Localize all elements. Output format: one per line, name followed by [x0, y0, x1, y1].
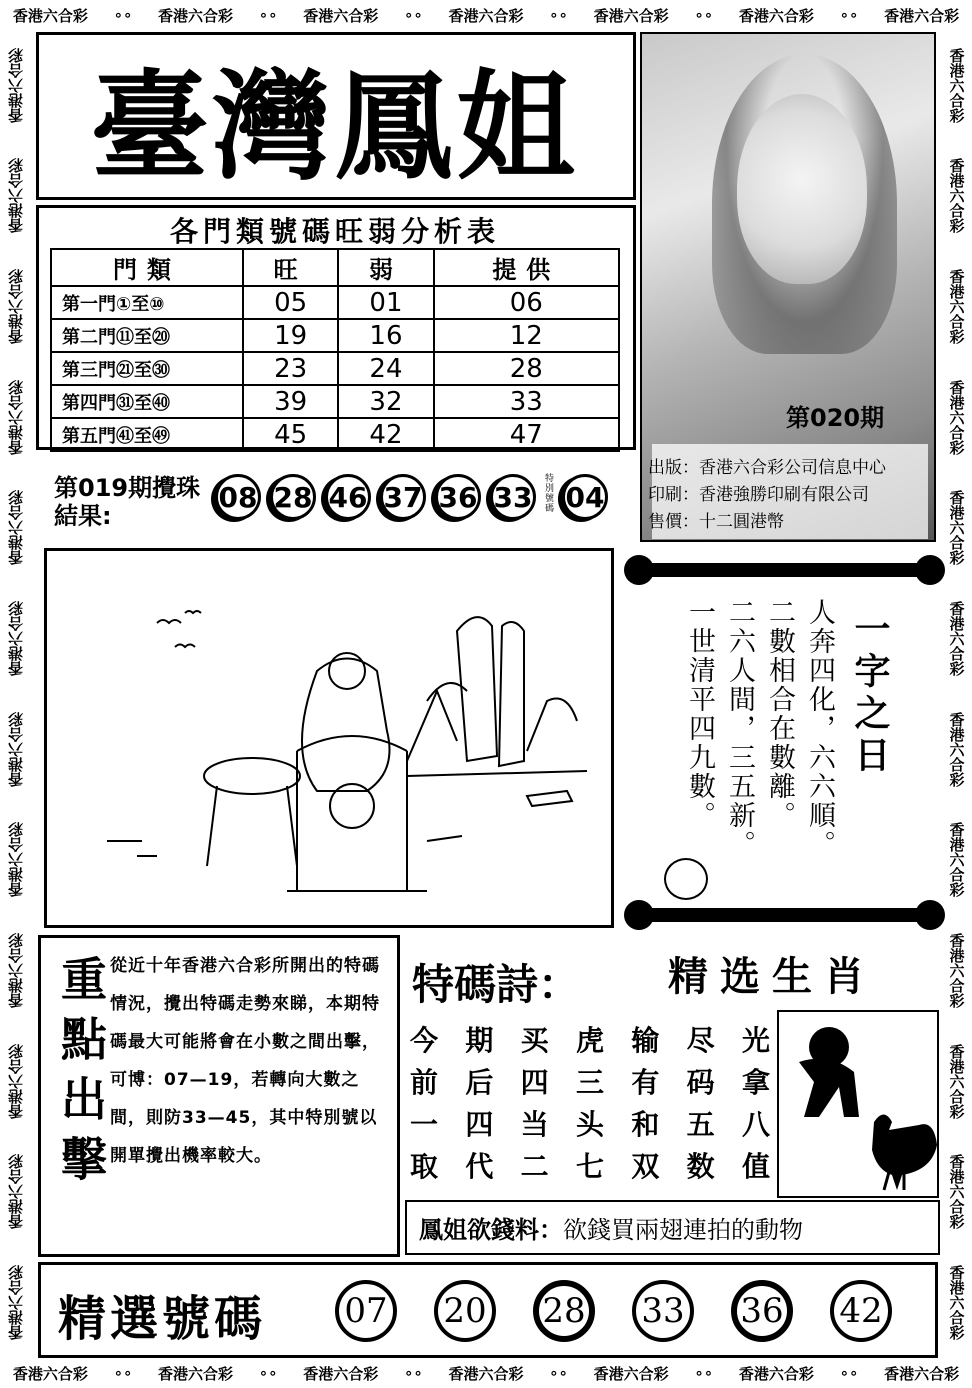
ribbon-text: 香港六合彩: [947, 47, 966, 123]
ribbon-text: 香港六合彩: [947, 1154, 966, 1230]
seal-icon: [664, 858, 708, 900]
ribbon-text: 香港六合彩: [947, 269, 966, 345]
poem-char: 五: [686, 1108, 715, 1141]
weak-cell: 16: [338, 319, 433, 352]
chair-icon: [297, 736, 407, 891]
ribbon-text: 香港六合彩: [6, 158, 25, 234]
ribbon-text: 香港六合彩: [947, 1043, 966, 1119]
door-cell: 第一門①至⑩: [51, 286, 243, 319]
ribbon-separator-icon: ∘∘: [839, 6, 859, 24]
poem-label: 特碼詩：: [412, 960, 581, 1009]
poem-char: 取: [410, 1150, 439, 1183]
money-tip-label: 鳳姐欲錢料：: [419, 1215, 563, 1244]
ribbon-text: 香港六合彩: [6, 379, 25, 455]
riddle-line: 人奔四化，六六順。: [804, 598, 835, 859]
ribbon-text: 香港六合彩: [947, 158, 966, 234]
provide-cell: 06: [434, 286, 619, 319]
publication-info: [648, 455, 886, 536]
pick-number: 33: [632, 1280, 694, 1342]
weak-cell: 01: [338, 286, 433, 319]
ribbon-text: 香港六合彩: [6, 1154, 25, 1230]
poem-char: 今: [410, 1024, 439, 1057]
header-door: 門類: [51, 249, 243, 286]
masthead-title: 臺灣鳳姐: [90, 57, 579, 196]
result-ball: 46: [325, 474, 371, 520]
weak-cell: 42: [338, 418, 433, 451]
rock-icon: [457, 617, 497, 761]
focus-title: 重點出擊: [54, 955, 108, 1195]
riddle-line: 二六人間，三五新。: [724, 598, 755, 859]
poem-char: 七: [575, 1150, 604, 1183]
special-ball: 04: [562, 474, 608, 520]
pick-number: 07: [335, 1280, 397, 1342]
poem-char: 光: [741, 1024, 770, 1057]
poem-char: 输: [631, 1024, 660, 1057]
provide-cell: 12: [434, 319, 619, 352]
ribbon-separator-icon: ∘∘: [258, 1364, 278, 1382]
ribbon-text: 香港六合彩: [448, 6, 524, 25]
pick-number: 36: [731, 1280, 793, 1342]
pick-number: 42: [830, 1280, 892, 1342]
strong-cell: 05: [243, 286, 338, 319]
poem-char: 三: [575, 1066, 604, 1099]
ribbon-text: 香港六合彩: [738, 6, 814, 25]
zodiac-image: [777, 1010, 939, 1198]
analysis-title: 各門類號碼旺弱分析表: [169, 215, 500, 248]
plant-icon: [527, 699, 577, 752]
poem-char: 码: [686, 1066, 715, 1099]
strong-cell: 39: [243, 385, 338, 418]
poem-char: 和: [631, 1108, 660, 1141]
monkey-body: [799, 1059, 859, 1117]
ribbon-separator-icon: ∘∘: [549, 1364, 568, 1382]
ribbon-text: 香港六合彩: [6, 1043, 25, 1119]
header-strong: 旺: [243, 249, 338, 286]
poem-grid: [410, 1020, 770, 1188]
ribbon-separator-icon: ∘∘: [113, 1364, 133, 1382]
door-cell: 第三門㉑至㉚: [51, 352, 243, 385]
ribbon-separator-icon: ∘∘: [839, 1364, 859, 1382]
ground-line: [407, 771, 587, 776]
ribbon-text: 香港六合彩: [6, 822, 25, 898]
pick-number: 28: [533, 1280, 595, 1342]
plant-icon: [407, 683, 467, 761]
poem-char: 虎: [575, 1024, 604, 1057]
ribbon-text: 香港六合彩: [593, 1364, 669, 1383]
ribbon-text: 香港六合彩: [947, 601, 966, 677]
poem-char: 期: [465, 1024, 494, 1057]
ribbon-separator-icon: ∘∘: [549, 6, 568, 24]
poem-char: 买: [520, 1024, 549, 1057]
riddle-bottom-bar: [640, 908, 930, 922]
poem-char: 值: [741, 1150, 770, 1183]
ribbon-text: 香港六合彩: [947, 490, 966, 566]
riddle-title: 一字之日: [849, 610, 890, 778]
door-cell: 第二門⑪至⑳: [51, 319, 243, 352]
poem-char: 尽: [686, 1024, 715, 1057]
picks-label: 精選號碼: [58, 1291, 267, 1347]
poem-char: 四: [465, 1108, 494, 1141]
special-number-label: 特別號碼: [545, 474, 555, 514]
ribbon-text: 香港六合彩: [947, 1265, 966, 1341]
table-row: [51, 418, 619, 451]
poem-row: [410, 1146, 770, 1188]
bird-icon: [175, 645, 195, 648]
door-cell: 第五門㊶至㊾: [51, 418, 243, 451]
ribbon-text: 香港六合彩: [947, 379, 966, 455]
poem-row: [410, 1020, 770, 1062]
poem-char: 前: [410, 1066, 439, 1099]
table-header-row: [51, 249, 619, 286]
analysis-table: [50, 248, 620, 452]
publisher-line: 出版：香港六合彩公司信息中心: [648, 458, 886, 478]
ribbon-text: 香港六合彩: [6, 490, 25, 566]
poem-row: [410, 1062, 770, 1104]
riddle-line: 二數相合在數離。: [764, 598, 795, 830]
poem-char: 一: [410, 1108, 439, 1141]
riddle-top-bar: [640, 563, 930, 577]
ribbon-separator-icon: ∘∘: [113, 6, 133, 24]
provide-cell: 28: [434, 352, 619, 385]
issue-number: 第020期: [786, 404, 885, 432]
weak-cell: 24: [338, 352, 433, 385]
ribbon-text: 香港六合彩: [158, 6, 234, 25]
ribbon-separator-icon: ∘∘: [403, 1364, 423, 1382]
result-ball: 37: [380, 474, 426, 520]
price-line: 售價：十二圓港幣: [648, 512, 784, 532]
provide-cell: 47: [434, 418, 619, 451]
poem-char: 代: [465, 1150, 494, 1183]
poem-row: [410, 1104, 770, 1146]
ribbon-text: 香港六合彩: [884, 1364, 960, 1383]
riddle-bar-end: [915, 900, 945, 930]
ribbon-text: 香港六合彩: [6, 601, 25, 677]
header-weak: 弱: [338, 249, 433, 286]
money-tip: [405, 1200, 940, 1255]
ribbon-text: 香港六合彩: [6, 47, 25, 123]
ribbon-separator-icon: ∘∘: [258, 6, 278, 24]
ribbon-separator-icon: ∘∘: [403, 6, 423, 24]
riddle-bar-end: [624, 900, 654, 930]
table-icon: [204, 758, 300, 794]
top-ribbon: [0, 0, 972, 30]
scholar-drawing-svg: [47, 551, 611, 925]
ribbon-text: 香港六合彩: [738, 1364, 814, 1383]
bottom-ribbon: [0, 1358, 972, 1388]
poem-char: 八: [741, 1108, 770, 1141]
table-row: [51, 319, 619, 352]
ribbon-text: 香港六合彩: [884, 6, 960, 25]
strong-cell: 45: [243, 418, 338, 451]
money-tip-text: 欲錢買兩翅連拍的動物: [563, 1216, 803, 1244]
ribbon-text: 香港六合彩: [947, 933, 966, 1009]
poem-char: 有: [631, 1066, 660, 1099]
header-provide: 提供: [434, 249, 619, 286]
ribbon-text: 香港六合彩: [303, 1364, 379, 1383]
focus-text: 從近十年香港六合彩所開出的特碼情況，攪出特碼走勢來睇，本期特碼最大可能將會在小數之間出擊，可博：07—19，若轉向大數之間，則防33—45，其中特別號以開單攪出機率較大。: [110, 956, 380, 1166]
result-ball: 28: [270, 474, 316, 520]
provide-cell: 33: [434, 385, 619, 418]
ribbon-text: 香港六合彩: [12, 1364, 88, 1383]
bird-icon: [157, 620, 181, 623]
scroll-icon: [107, 791, 572, 891]
table-legs: [207, 786, 297, 866]
ribbon-text: 香港六合彩: [6, 711, 25, 787]
ribbon-text: 香港六合彩: [6, 269, 25, 345]
pick-number: 20: [434, 1280, 496, 1342]
result-ball: 08: [215, 474, 261, 520]
poem-char: 二: [520, 1150, 549, 1183]
ribbon-text: 香港六合彩: [303, 6, 379, 25]
table-row: [51, 286, 619, 319]
poem-char: 后: [465, 1066, 494, 1099]
strong-cell: 23: [243, 352, 338, 385]
riddle-line: 一世清平四九數。: [684, 598, 715, 830]
bird-icon: [185, 611, 201, 613]
poem-char: 拿: [741, 1066, 770, 1099]
riddle-bar-end: [624, 555, 654, 585]
printer-line: 印刷：香港強勝印刷有限公司: [648, 485, 869, 505]
photo-face-shape: [737, 94, 867, 284]
riddle-bar-end: [915, 555, 945, 585]
door-cell: 第四門㉛至㊵: [51, 385, 243, 418]
poem-char: 四: [520, 1066, 549, 1099]
poem-char: 头: [575, 1108, 604, 1141]
table-row: [51, 385, 619, 418]
ribbon-separator-icon: ∘∘: [694, 6, 714, 24]
ribbon-text: 香港六合彩: [947, 822, 966, 898]
ribbon-separator-icon: ∘∘: [694, 1364, 714, 1382]
zodiac-svg: [779, 1012, 937, 1196]
result-ball: 33: [490, 474, 536, 520]
poem-char: 数: [686, 1150, 715, 1183]
ribbon-text: 香港六合彩: [448, 1364, 524, 1383]
ribbon-text: 香港六合彩: [947, 711, 966, 787]
table-row: [51, 352, 619, 385]
poem-char: 当: [520, 1108, 549, 1141]
left-ribbon: [0, 30, 30, 1358]
right-ribbon: [942, 30, 972, 1358]
weak-cell: 32: [338, 385, 433, 418]
last-result-label: 第019期攪珠結果:: [54, 474, 201, 530]
result-ball: 36: [435, 474, 481, 520]
rock-icon: [499, 622, 524, 766]
zodiac-label: 精选生肖: [668, 953, 876, 1000]
strong-cell: 19: [243, 319, 338, 352]
scholar-illustration: [44, 548, 614, 928]
ribbon-text: 香港六合彩: [593, 6, 669, 25]
ribbon-text: 香港六合彩: [6, 933, 25, 1009]
ribbon-text: 香港六合彩: [158, 1364, 234, 1383]
ribbon-text: 香港六合彩: [12, 6, 88, 25]
ribbon-text: 香港六合彩: [6, 1265, 25, 1341]
poem-char: 双: [631, 1150, 660, 1183]
scholar-figure-icon: [302, 659, 390, 792]
